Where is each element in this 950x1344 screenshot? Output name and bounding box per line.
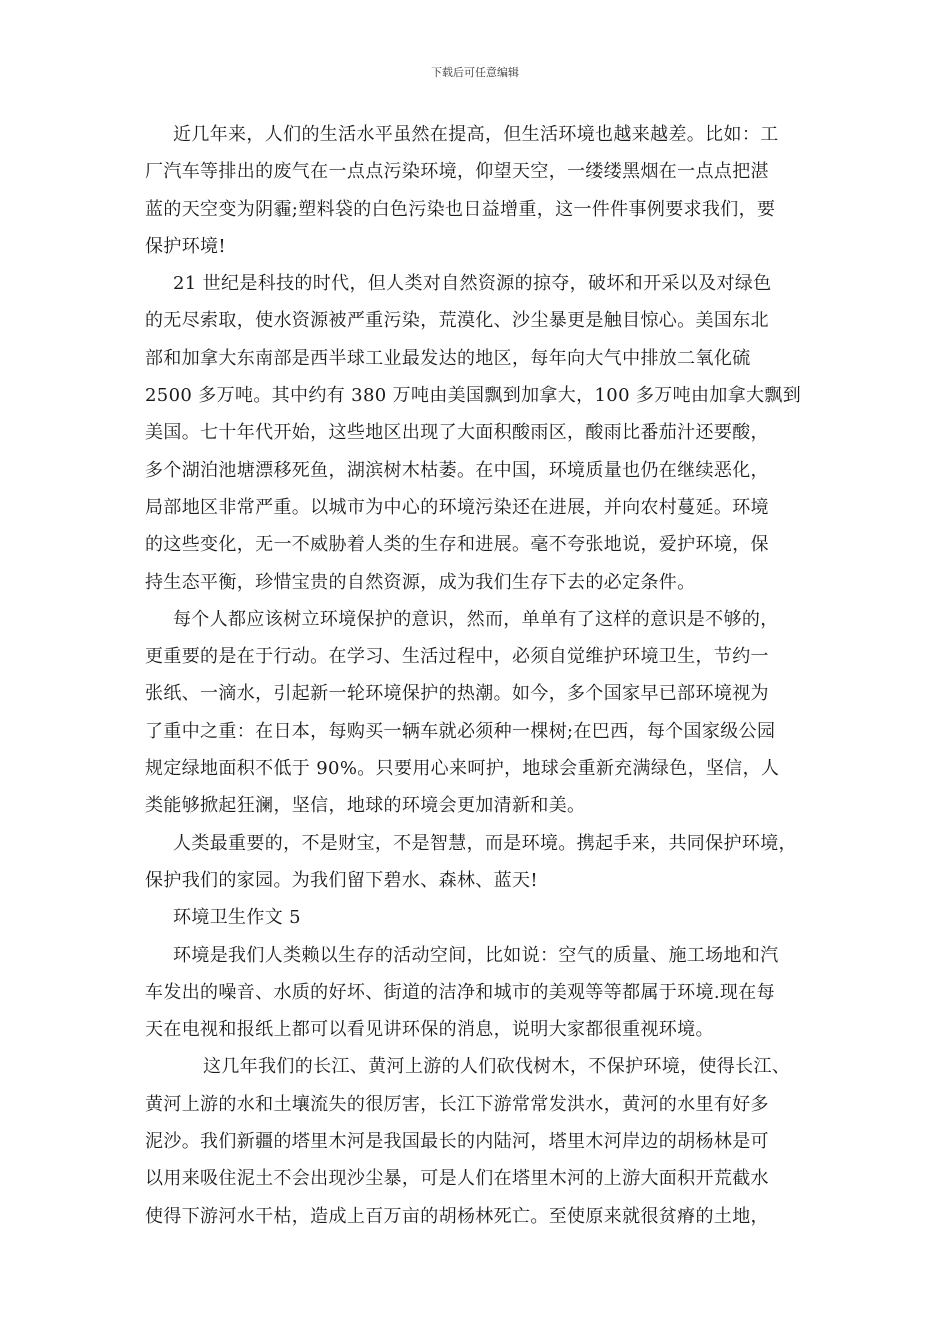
- text-line: 局部地区非常严重。以城市为中心的环境污染还在进展，并向农村蔓延。环境: [145, 496, 769, 518]
- text-line: 保护环境!: [145, 235, 226, 257]
- section-heading: 环境卫生作文 5: [173, 907, 301, 929]
- text-line: 了重中之重：在日本，每购买一辆车就必须种一棵树;在巴西，每个国家级公园: [145, 720, 776, 742]
- text-line: 以用来吸住泥土不会出现沙尘暴，可是人们在塔里木河的上游大面积开荒截水: [145, 1168, 769, 1190]
- text-line: 部和加拿大东南部是西半球工业最发达的地区，每年向大气中排放二氧化硫: [145, 347, 751, 369]
- text-line: 天在电视和报纸上都可以看见讲环保的消息，说明大家都很重视环境。: [145, 1019, 714, 1041]
- text-line: 车发出的噪音、水质的好坏、街道的洁净和城市的美观等等都属于环境.现在每: [145, 981, 775, 1003]
- text-line: 保护我们的家园。为我们留下碧水、森林、蓝天!: [145, 869, 538, 891]
- text-line: 泥沙。我们新疆的塔里木河是我国最长的内陆河，塔里木河岸边的胡杨林是可: [145, 1131, 769, 1153]
- text-line: 的无尽索取，使水资源被严重污染，荒漠化、沙尘暴更是触目惊心。美国东北: [145, 310, 769, 332]
- text-line: 环境是我们人类赖以生存的活动空间，比如说：空气的质量、施工场地和汽: [173, 944, 779, 966]
- text-line: 持生态平衡，珍惜宝贵的自然资源，成为我们生存下去的必定条件。: [145, 571, 696, 593]
- text-line: 21 世纪是科技的时代，但人类对自然资源的掠夺，破坏和开采以及对绿色: [173, 273, 772, 295]
- text-line: 张纸、一滴水，引起新一轮环境保护的热潮。如今，多个国家早已部环境视为: [145, 683, 769, 705]
- document-body: [145, 116, 805, 1235]
- text-line: 使得下游河水干枯，造成上百万亩的胡杨林死亡。至使原来就很贫瘠的土地，: [145, 1205, 769, 1227]
- text-line: 近几年来，人们的生活水平虽然在提高，但生活环境也越来越差。比如：工: [173, 124, 779, 145]
- text-line: 的这些变化，无一不威胁着人类的生存和进展。毫不夸张地说，爱护环境，保: [145, 534, 769, 556]
- text-line: 这几年我们的长江、黄河上游的人们砍伐树木，不保护环境，使得长江、: [203, 1056, 791, 1078]
- text-line: 蓝的天空变为阴霾;塑料袋的白色污染也日益增重，这一件件事例要求我们，要: [145, 198, 776, 220]
- text-line: 类能够掀起狂澜，坚信，地球的环境会更加清新和美。: [145, 795, 586, 817]
- text-line: 人类最重要的，不是财宝，不是智慧，而是环境。携起手来，共同保护环境，: [173, 832, 797, 854]
- text-line: 2500 多万吨。其中约有 380 万吨由美国飘到加拿大，100 多万吨由加拿大飘到: [145, 385, 802, 407]
- page-header: 下载后可任意编辑: [431, 66, 519, 79]
- text-line: 美国。七十年代开始，这些地区出现了大面积酸雨区，酸雨比番茄汁还要酸，: [145, 422, 769, 444]
- text-line: 厂汽车等排出的废气在一点点污染环境，仰望天空，一缕缕黑烟在一点点把湛: [145, 161, 769, 183]
- text-line: 多个湖泊池塘漂移死鱼，湖滨树木枯萎。在中国，环境质量也仍在继续恶化，: [145, 459, 769, 481]
- text-line: 规定绿地面积不低于 90%。只要用心来呵护，地球会重新充满绿色，坚信，人: [145, 758, 780, 780]
- text-line: 每个人都应该树立环境保护的意识，然而，单单有了这样的意识是不够的，: [173, 608, 779, 630]
- text-line: 更重要的是在于行动。在学习、生活过程中，必须自觉维护环境卫生，节约一: [145, 646, 769, 668]
- text-line: 黄河上游的水和土壤流失的很厉害，长江下游常常发洪水，黄河的水里有好多: [145, 1093, 769, 1115]
